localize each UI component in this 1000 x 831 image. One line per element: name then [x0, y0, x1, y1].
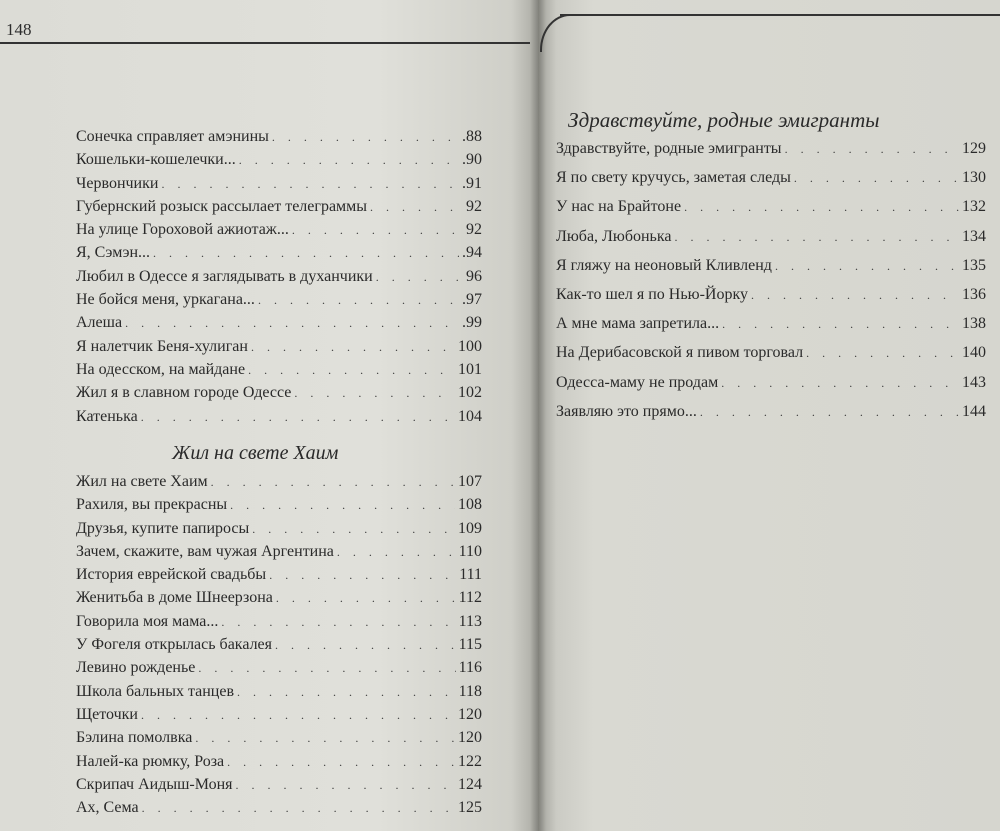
toc-entry — [76, 291, 482, 314]
toc-entry-page-number: 110 — [458, 542, 482, 560]
toc-entry — [76, 659, 482, 682]
toc-entry-page-number: 92 — [466, 197, 482, 215]
toc-entry-title: Скрипач Аидыш-Моня — [76, 775, 233, 793]
toc-entry — [76, 613, 482, 636]
toc-entry-title: Бэлина помолвка — [76, 729, 193, 747]
toc-entry — [556, 228, 986, 257]
toc-entry-title: Алеша — [76, 314, 123, 332]
dot-leader — [806, 346, 959, 361]
toc-entry-title: Одесса-маму не продам — [556, 373, 719, 391]
toc-entry-page-number: 143 — [962, 373, 986, 391]
toc-entry-page-number: 136 — [962, 285, 986, 303]
toc-entry-page-number: .94 — [462, 244, 482, 262]
toc-entry — [556, 140, 986, 169]
dot-leader — [337, 545, 456, 560]
toc-entry — [76, 361, 482, 384]
header-rule-right — [560, 14, 1000, 16]
dot-leader — [721, 376, 959, 391]
dot-leader — [258, 293, 459, 308]
dot-leader — [248, 363, 455, 378]
section-heading-right: Здравствуйте, родные эмигранты — [568, 108, 880, 132]
dot-leader — [239, 153, 459, 168]
dot-leader — [221, 615, 455, 630]
dot-leader — [198, 661, 455, 676]
toc-entry-page-number: 113 — [458, 612, 482, 630]
toc-entry-title: Налей-ка рюмку, Роза — [76, 752, 225, 770]
toc-entry — [76, 151, 482, 174]
toc-entry — [76, 799, 482, 822]
toc-entry-title: Червончики — [76, 174, 159, 192]
toc-entry — [76, 198, 482, 221]
toc-entry-title: А мне мама запретила... — [556, 315, 720, 333]
toc-entry — [556, 169, 986, 198]
toc-entry-page-number: 100 — [458, 337, 482, 355]
toc-list-right — [556, 140, 986, 432]
dot-leader — [141, 410, 455, 425]
toc-entry-title: Губернский розыск рассылает телеграммы — [76, 197, 368, 215]
page-number: 148 — [6, 20, 32, 39]
toc-entry-page-number: 120 — [458, 705, 482, 723]
toc-entry — [556, 286, 986, 315]
toc-entry — [76, 776, 482, 799]
toc-entry-page-number: 109 — [458, 519, 482, 537]
toc-entry — [76, 175, 482, 198]
book-gutter — [530, 0, 546, 831]
dot-leader — [272, 130, 459, 145]
toc-entry-page-number: 116 — [458, 659, 482, 677]
toc-entry-page-number: 108 — [458, 496, 482, 514]
toc-entry-page-number: 101 — [458, 360, 482, 378]
dot-leader — [227, 755, 455, 770]
toc-entry-title: На одесском, на майдане — [76, 360, 246, 378]
dot-leader — [142, 801, 455, 816]
toc-entry-title: Школа бальных танцев — [76, 682, 235, 700]
toc-entry-page-number: 92 — [466, 221, 482, 239]
toc-entry-title: Не бойся меня, уркагана... — [76, 291, 255, 309]
dot-leader — [251, 340, 455, 355]
toc-list-left-top — [76, 128, 482, 431]
dot-leader — [376, 270, 463, 285]
toc-entry — [76, 636, 482, 659]
dot-leader — [722, 317, 959, 332]
toc-entry-page-number: .90 — [462, 151, 482, 169]
toc-entry — [76, 729, 482, 752]
toc-entry-title: Левино рожденье — [76, 659, 196, 677]
toc-entry-page-number: 124 — [458, 775, 482, 793]
toc-entry-title: Я гляжу на неоновый Кливленд — [556, 256, 772, 274]
dot-leader — [269, 568, 456, 583]
toc-entry-title: Щеточки — [76, 705, 138, 723]
dot-leader — [751, 288, 959, 303]
toc-entry — [76, 384, 482, 407]
toc-entry-title: У нас на Брайтоне — [556, 198, 682, 216]
header-rule-left — [0, 42, 530, 44]
toc-entry-page-number: 140 — [962, 344, 986, 362]
toc-entry-page-number: 129 — [962, 140, 986, 157]
dot-leader — [674, 230, 959, 245]
toc-entry-page-number: 107 — [458, 473, 482, 490]
toc-entry — [556, 403, 986, 432]
toc-entry-title: У Фогеля открылась бакалея — [76, 636, 273, 654]
dot-leader — [684, 200, 959, 215]
toc-entry-page-number: .97 — [462, 291, 482, 309]
dot-leader — [161, 177, 459, 192]
dot-leader — [237, 685, 456, 700]
dot-leader — [785, 142, 959, 157]
toc-entry — [76, 589, 482, 612]
toc-entry-page-number: 130 — [962, 169, 986, 187]
dot-leader — [292, 223, 463, 238]
toc-entry-page-number: 138 — [962, 315, 986, 333]
toc-entry — [556, 374, 986, 403]
toc-entry-page-number: .91 — [462, 174, 482, 192]
toc-entry-page-number: .99 — [462, 314, 482, 332]
toc-entry-title: Жил я в славном городе Одессе — [76, 384, 292, 402]
dot-leader — [252, 522, 455, 537]
toc-entry-page-number: 118 — [458, 682, 482, 700]
toc-entry-title: Заявляю это прямо... — [556, 402, 697, 420]
dot-leader — [125, 316, 459, 331]
toc-entry-page-number: 132 — [962, 198, 986, 216]
toc-entry — [556, 257, 986, 286]
toc-entry — [76, 408, 482, 431]
toc-entry — [76, 753, 482, 776]
toc-entry-title: На улице Гороховой ажиотаж... — [76, 221, 289, 239]
toc-entry — [556, 344, 986, 373]
toc-entry-title: Женитьба в доме Шнеерзона — [76, 589, 273, 607]
toc-entry-title: Жил на свете Хаим — [76, 473, 208, 490]
toc-entry-page-number: 102 — [458, 384, 482, 402]
toc-entry-title: Любил в Одессе я заглядывать в духанчики — [76, 267, 373, 285]
toc-entry — [76, 520, 482, 543]
toc-entry-title: Ах, Сема — [76, 799, 139, 817]
toc-entry — [76, 268, 482, 291]
toc-entry — [556, 198, 986, 227]
toc-entry-title: Катенька — [76, 407, 138, 425]
toc-entry — [556, 315, 986, 344]
dot-leader — [195, 731, 455, 746]
toc-list-left-section — [76, 473, 482, 822]
toc-entry — [76, 221, 482, 244]
toc-entry — [76, 543, 482, 566]
dot-leader — [775, 259, 959, 274]
dot-leader — [211, 475, 455, 490]
toc-entry — [76, 338, 482, 361]
toc-entry-page-number: 96 — [466, 267, 482, 285]
toc-entry — [76, 566, 482, 589]
toc-entry-page-number: 122 — [458, 752, 482, 770]
dot-leader — [235, 778, 455, 793]
toc-entry-title: Я по свету кручусь, заметая следы — [556, 169, 791, 187]
toc-entry-title: Как-то шел я по Нью-Йорку — [556, 285, 749, 303]
toc-entry-page-number: 104 — [458, 407, 482, 425]
dot-leader — [230, 498, 455, 513]
toc-entry-page-number: 111 — [459, 566, 482, 584]
toc-entry-title: Зачем, скажите, вам чужая Аргентина — [76, 542, 334, 560]
toc-entry-page-number: 112 — [458, 589, 482, 607]
toc-entry-title: Друзья, купите папиросы — [76, 519, 250, 537]
toc-entry-title: История еврейской свадьбы — [76, 566, 267, 584]
dot-leader — [794, 171, 959, 186]
dot-leader — [276, 591, 456, 606]
section-heading-left: Жил на свете Хаим — [172, 442, 339, 464]
toc-entry-title: Сонечка справляет амэнины — [76, 128, 269, 145]
dot-leader — [700, 405, 959, 420]
toc-entry — [76, 314, 482, 337]
toc-entry-page-number: 135 — [962, 256, 986, 274]
toc-entry-page-number: 134 — [962, 227, 986, 245]
toc-entry — [76, 706, 482, 729]
dot-leader — [294, 386, 455, 401]
toc-entry — [76, 128, 482, 151]
toc-entry-page-number: 125 — [458, 799, 482, 817]
toc-entry-page-number: 120 — [458, 729, 482, 747]
toc-entry-title: Рахиля, вы прекрасны — [76, 496, 228, 514]
toc-entry-title: Я, Сэмэн... — [76, 244, 151, 262]
toc-entry-title: Я налетчик Беня-хулиган — [76, 337, 248, 355]
dot-leader — [275, 638, 456, 653]
dot-leader — [153, 246, 459, 261]
toc-entry — [76, 496, 482, 519]
toc-entry-title: Говорила моя мама... — [76, 612, 219, 630]
toc-entry — [76, 473, 482, 496]
dot-leader — [370, 200, 463, 215]
toc-entry-page-number: 115 — [458, 636, 482, 654]
toc-entry-title: Люба, Любонька — [556, 227, 672, 245]
dot-leader — [141, 708, 455, 723]
toc-entry-title: На Дерибасовской я пивом торговал — [556, 344, 804, 362]
toc-entry — [76, 683, 482, 706]
toc-entry — [76, 244, 482, 267]
toc-entry-page-number: 144 — [962, 402, 986, 420]
toc-entry-title: Здравствуйте, родные эмигранты — [556, 140, 782, 157]
toc-entry-page-number: .88 — [462, 128, 482, 145]
toc-entry-title: Кошельки-кошелечки... — [76, 151, 236, 169]
